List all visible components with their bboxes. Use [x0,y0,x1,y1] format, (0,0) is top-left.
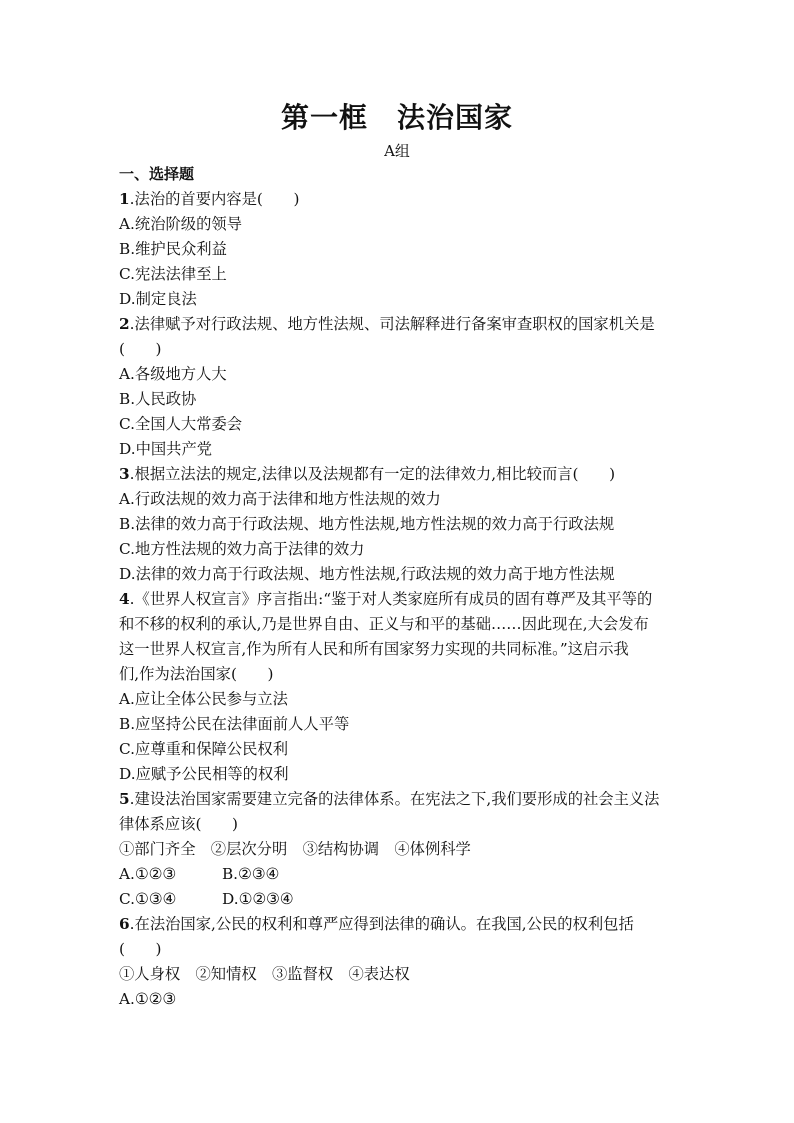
group-label: A组 [384,142,410,160]
option-d: D.中国共产党 [119,440,213,458]
numbered-items: ①人身权 ②知情权 ③监督权 ④表达权 [119,965,410,983]
question-text: .建设法治国家需要建立完备的法律体系。在宪法之下,我们要形成的社会主义法 [129,790,660,808]
option-c: C.地方性法规的效力高于法律的效力 [119,540,365,558]
option-a: A.①②③ [119,990,177,1008]
question-text-continued: 律体系应该( ) [119,815,239,833]
option-b: B.法律的效力高于行政法规、地方性法规,地方性法规的效力高于行政法规 [119,515,615,533]
option-c: C.宪法法律至上 [119,265,227,283]
question-stem [119,787,679,812]
option-a: A.各级地方人大 [119,365,227,383]
question-text: .根据立法法的规定,法律以及法规都有一定的法律效力,相比较而言( ) [129,465,616,483]
question-stem [119,462,679,487]
question-text-continued: ( ) [119,940,162,958]
question-text: .法治的首要内容是( ) [129,190,300,208]
question-number: 2 [119,315,130,333]
option-d: D.制定良法 [119,290,197,308]
question-stem [119,912,679,937]
question-text: .法律赋予对行政法规、地方性法规、司法解释进行备案审查职权的国家机关是 [129,315,655,333]
question-list [119,162,679,1012]
option-c: C.全国人大常委会 [119,415,243,433]
options-row-cd: C.①③④ D.①②③④ [119,890,294,908]
question-number: 4 [119,590,130,608]
option-b: B.维护民众利益 [119,240,227,258]
question-stem [119,187,679,212]
question-number: 3 [119,465,130,483]
option-d: D.法律的效力高于行政法规、地方性法规,行政法规的效力高于地方性法规 [119,565,615,583]
numbered-items: ①部门齐全 ②层次分明 ③结构协调 ④体例科学 [119,840,471,858]
option-b: B.人民政协 [119,390,197,408]
question-text: .《世界人权宣言》序言指出:“鉴于对人类家庭所有成员的固有尊严及其平等的 [129,590,653,608]
question-text-continued: 和不移的权利的承认,乃是世界自由、正义与和平的基础……因此现在,大会发布 [119,615,649,633]
options-row-ab: A.①②③ B.②③④ [119,865,280,883]
question-number: 6 [119,915,130,933]
question-number: 1 [119,190,130,208]
option-a: A.应让全体公民参与立法 [119,690,288,708]
option-c: C.应尊重和保障公民权利 [119,740,288,758]
question-number: 5 [119,790,130,808]
question-stem [119,587,679,612]
question-text-continued: 们,作为法治国家( ) [119,665,274,683]
page-title: 第一框 法治国家 [280,101,513,134]
section-heading: 一、选择题 [119,165,195,183]
question-text: .在法治国家,公民的权利和尊严应得到法律的确认。在我国,公民的权利包括 [129,915,634,933]
question-text-continued: ( ) [119,340,162,358]
question-stem [119,312,679,337]
option-b: B.应坚持公民在法律面前人人平等 [119,715,350,733]
option-a: A.行政法规的效力高于法律和地方性法规的效力 [119,490,441,508]
option-d: D.应赋予公民相等的权利 [119,765,289,783]
option-a: A.统治阶级的领导 [119,215,242,233]
question-text-continued: 这一世界人权宣言,作为所有人民和所有国家努力实现的共同标准。”这启示我 [119,640,629,658]
